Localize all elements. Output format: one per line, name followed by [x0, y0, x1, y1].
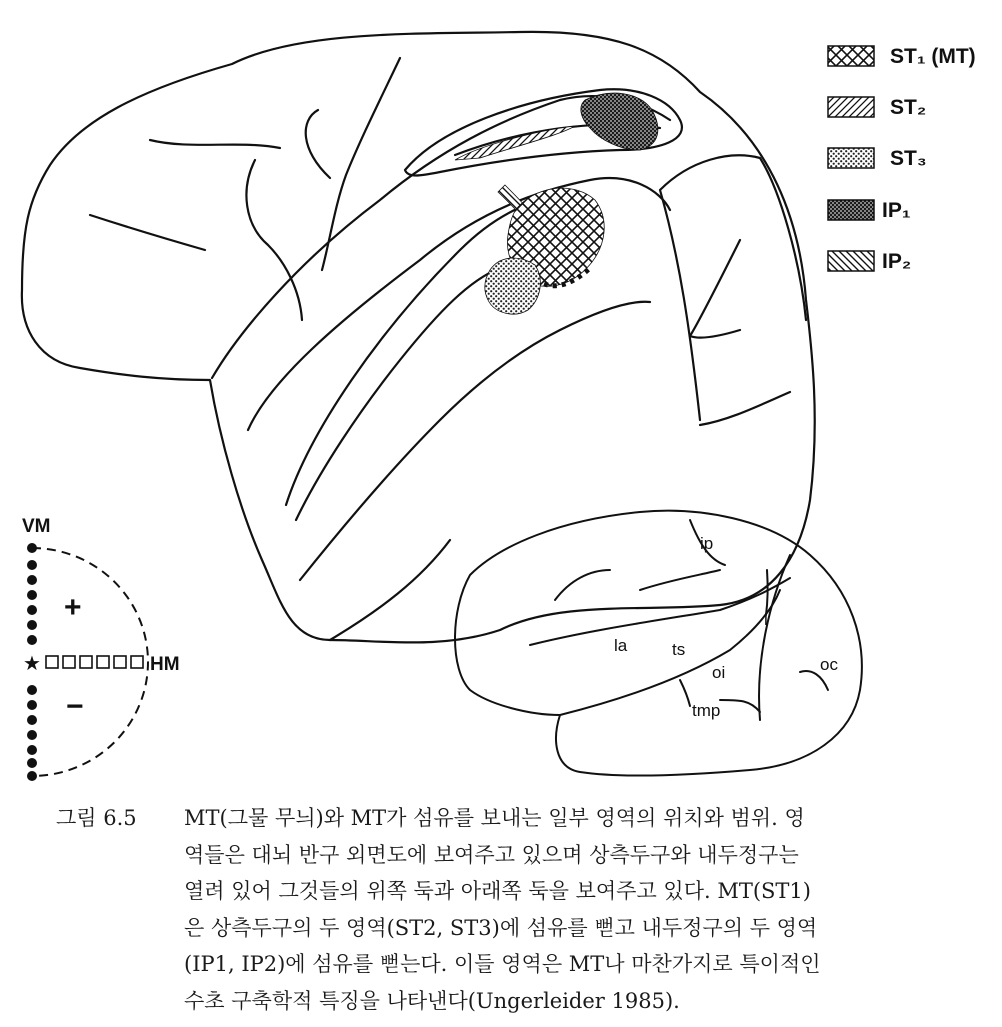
- area-ip1: [581, 93, 658, 150]
- frontal-groove-1: [150, 140, 280, 148]
- fovea-star-icon: ★: [23, 651, 41, 675]
- caption-line: (IP1, IP2)에 섬유를 뻗는다. 이들 영역은 MT나 마찬가지로 특이적인: [184, 952, 821, 976]
- sulcus-label-oc: oc: [820, 655, 838, 674]
- vm-label: VM: [22, 516, 51, 537]
- legend-label-st1: ST₁ (MT): [890, 45, 976, 68]
- sulcus-label-tmp: tmp: [692, 701, 721, 720]
- legend-label-ip2: IP₂: [882, 250, 912, 273]
- visual-field-map: [22, 516, 180, 781]
- figure-number: 그림 6.5: [56, 806, 137, 830]
- sts-lower-bank: [300, 302, 650, 580]
- sulcus-label-l: l: [764, 610, 768, 629]
- legend-item-ip1: [828, 199, 911, 222]
- frontal-groove-2: [306, 110, 330, 178]
- cortical-areas: [455, 93, 658, 314]
- inset-tmp: [680, 680, 690, 706]
- inset-brain: [455, 511, 862, 776]
- sts-outer: [248, 178, 670, 430]
- legend-label-st3: ST₃: [890, 147, 927, 170]
- legend-item-st3: [828, 147, 927, 170]
- legend: [828, 45, 976, 273]
- horizontal-meridian-squares: [46, 656, 143, 668]
- inset-outline: [455, 511, 862, 776]
- lower-field-sign: −: [66, 690, 84, 723]
- sts-floor: [296, 268, 500, 520]
- inset-ip: [640, 570, 720, 590]
- inset-oi: [720, 700, 760, 712]
- hm-label: HM: [150, 654, 180, 675]
- sulcus-label-oi: oi: [712, 663, 726, 682]
- caption-line: 은 상측두구의 두 영역(ST2, ST3)에 섬유를 뻗고 내두정구의 두 영역: [184, 915, 818, 940]
- caption-line: MT(그물 무늬)와 MT가 섬유를 보내는 일부 영역의 위치와 범위. 영: [184, 806, 805, 830]
- sulcus-label-ts: ts: [672, 640, 686, 659]
- inferior-occipital: [700, 392, 790, 425]
- caption-line: 열려 있어 그것들의 위쪽 둑과 아래쪽 둑을 보여주고 있다. MT(ST1): [184, 879, 811, 903]
- figure-caption: [56, 800, 976, 1019]
- legend-item-st2: [828, 96, 926, 119]
- main-hemisphere: [22, 32, 815, 643]
- caption-line: 수초 구축학적 특징을 나타낸다(Ungerleider 1985).: [184, 988, 680, 1013]
- caption-body: [184, 800, 976, 1019]
- caption-line: 역들은 대뇌 반구 외면도에 보여주고 있으며 상측두구와 내두정구는: [184, 842, 799, 867]
- lunate-sulcus: [690, 240, 740, 338]
- principal-sulcus: [90, 215, 205, 250]
- inset-l: [766, 570, 768, 615]
- upper-field-sign: +: [64, 591, 82, 624]
- temporal-ventral: [330, 540, 450, 640]
- legend-item-st1: [828, 45, 976, 68]
- legend-label-ip1: IP₁: [882, 199, 911, 222]
- occipital-block: [660, 155, 806, 420]
- area-st3: [485, 258, 541, 314]
- legend-label-st2: ST₂: [890, 96, 927, 119]
- sulcus-label-la: la: [614, 636, 628, 655]
- inset-la: [555, 570, 610, 600]
- legend-item-ip2: [828, 250, 911, 273]
- sulcus-label-ip: ip: [700, 534, 714, 553]
